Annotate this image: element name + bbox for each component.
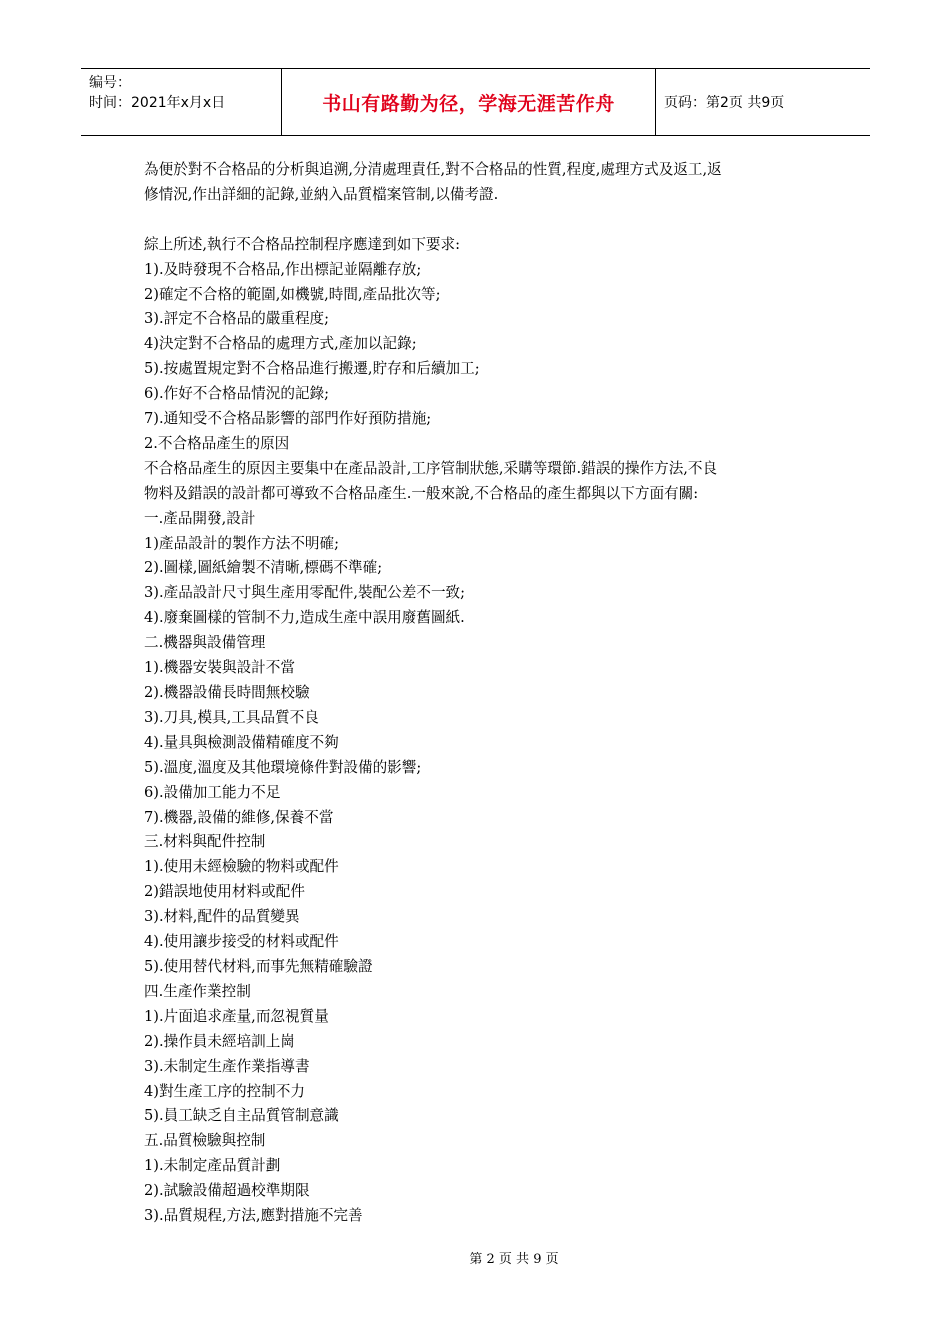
paragraph-line: 5).溫度,溫度及其他環境條件對設備的影響; xyxy=(144,758,422,776)
paragraph-line: 3).未制定生產作業指導書 xyxy=(144,1057,310,1075)
paragraph-line: 5).使用替代材料,而事先無精確驗證 xyxy=(144,957,373,975)
paragraph-line: 6).設備加工能力不足 xyxy=(144,783,281,801)
paragraph-line: 1).未制定產品質計劃 xyxy=(144,1157,281,1175)
paragraph-line: 6).作好不合格品情況的記錄; xyxy=(144,385,330,403)
paragraph-line: 4).使用讓步接受的材料或配件 xyxy=(144,933,339,951)
paragraph-line: 5).員工缺乏自主品質管制意識 xyxy=(144,1107,339,1125)
page-header xyxy=(81,68,870,136)
header-motto: 书山有路勤为径，学海无涯苦作舟 xyxy=(282,69,656,135)
paragraph-line: 1).使用未經檢驗的物料或配件 xyxy=(144,858,339,876)
header-meta xyxy=(81,69,282,135)
paragraph-line: 2)錯誤地使用材料或配件 xyxy=(144,883,305,901)
paragraph-line: 1).片面追求產量,而忽視質量 xyxy=(144,1007,329,1025)
paragraph-line: 修情況,作出詳細的記錄,並納入品質檔案管制,以備考證. xyxy=(144,185,499,203)
paragraph-line: 5).按處置規定對不合格品進行搬遷,貯存和后續加工; xyxy=(144,360,480,378)
paragraph-line: 4).量具與檢測設備精確度不夠 xyxy=(144,733,339,751)
paragraph-line: 4)決定對不合格品的處理方式,產加以記錄; xyxy=(144,335,417,353)
paragraph-line: 物料及錯誤的設計都可導致不合格品產生.一般來說,不合格品的產生都與以下方面有關: xyxy=(144,484,699,502)
document-body xyxy=(144,158,814,1229)
paragraph-line: 2.不合格品產生的原因 xyxy=(144,434,290,452)
paragraph-line: 2).圖樣,圖紙繪製不清晰,標碼不準確; xyxy=(144,559,383,577)
paragraph-line: 4)對生產工序的控制不力 xyxy=(144,1082,305,1100)
paragraph-line: 2).操作員未經培訓上崗 xyxy=(144,1032,295,1050)
paragraph-line: 3).材料,配件的品質變異 xyxy=(144,908,300,926)
paragraph-line: 綜上所述,執行不合格品控制程序應達到如下要求: xyxy=(144,235,461,253)
paragraph-line: 一.產品開發,設計 xyxy=(144,509,256,527)
paragraph-line: 3).刀具,模具,工具品質不良 xyxy=(144,708,319,726)
paragraph-line: 三.材料與配件控制 xyxy=(144,833,266,851)
paragraph-line: 1).及時發現不合格品,作出標記並隔離存放; xyxy=(144,260,422,278)
paragraph-line: 7).機器,設備的維修,保養不當 xyxy=(144,808,334,826)
paragraph-line: 四.生產作業控制 xyxy=(144,982,251,1000)
paragraph-line: 不合格品產生的原因主要集中在產品設計,工序管制狀態,采購等環節.錯誤的操作方法,不良 xyxy=(144,459,718,477)
paragraph-line: 1)產品設計的製作方法不明確; xyxy=(144,534,340,552)
paragraph-line: 為便於對不合格品的分析與追溯,分清處理責任,對不合格品的性質,程度,處理方式及返工,返 xyxy=(144,161,722,178)
paragraph-line: 4).廢棄圖樣的管制不力,造成生產中誤用廢舊圖紙. xyxy=(144,609,465,627)
paragraph-line: 1).機器安裝與設計不當 xyxy=(144,659,295,677)
paragraph-line: 2).試驗設備超過校準期限 xyxy=(144,1182,310,1200)
blank-line xyxy=(144,208,814,233)
paragraph-line: 3).品質規程,方法,應對措施不完善 xyxy=(144,1207,363,1225)
paragraph-line: 二.機器與設備管理 xyxy=(144,634,266,652)
paragraph-line: 3).評定不合格品的嚴重程度; xyxy=(144,310,330,328)
paragraph-line: 五.品質檢驗與控制 xyxy=(144,1132,266,1150)
document-number-label: 编号： xyxy=(89,75,131,91)
paragraph-line: 2)確定不合格的範圍,如機號,時間,產品批次等; xyxy=(144,285,441,303)
header-page-info: 页码：第2页 共9页 xyxy=(664,95,785,111)
paragraph-line: 2).機器設備長時間無校驗 xyxy=(144,684,310,702)
paragraph-line: 3).產品設計尺寸與生產用零配件,裝配公差不一致; xyxy=(144,584,466,602)
page-footer: 第 2 页 共 9 页 xyxy=(469,1252,559,1267)
document-date: 时间：2021年x月x日 xyxy=(89,95,226,111)
paragraph-line: 7).通知受不合格品影響的部門作好預防措施; xyxy=(144,410,432,428)
